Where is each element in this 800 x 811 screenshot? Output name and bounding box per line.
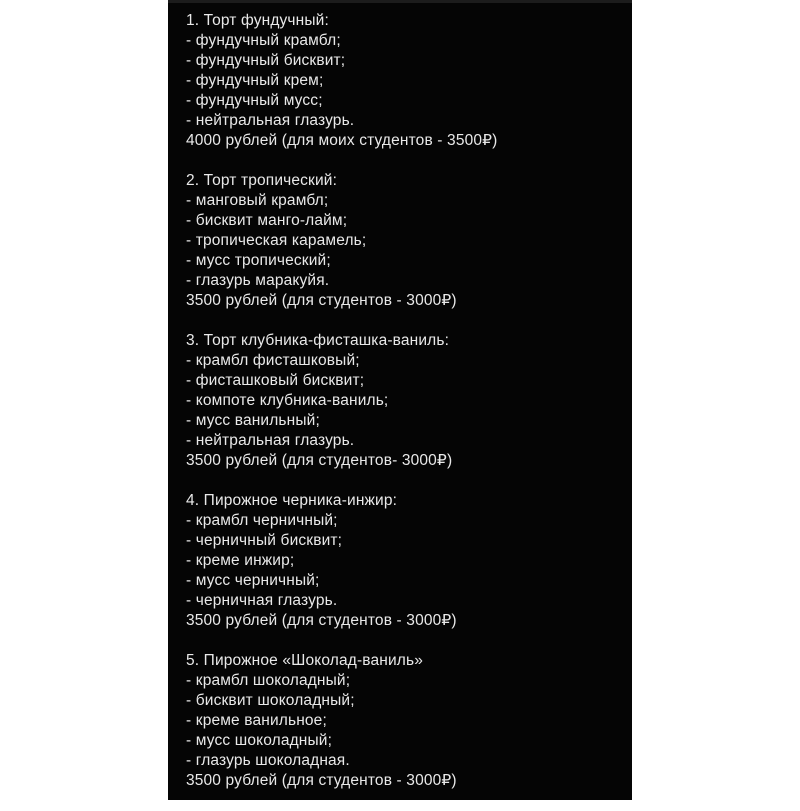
item-component: - фундучный бисквит; — [186, 52, 346, 69]
item-component: - крамбл шоколадный; — [186, 672, 351, 689]
item-title: 1. Торт фундучный: — [186, 12, 329, 29]
item-price: 3500 рублей (для студентов - 3000₽) — [186, 772, 457, 789]
panel-top-edge — [168, 0, 632, 3]
item-component: - мусс тропический; — [186, 252, 331, 269]
menu-item-5 — [186, 651, 622, 791]
item-component: - черничная глазурь. — [186, 592, 338, 609]
item-component: - фисташковый бисквит; — [186, 372, 365, 389]
menu-text — [186, 11, 622, 811]
menu-item-2 — [186, 171, 622, 311]
item-component: - глазурь маракуйя. — [186, 272, 330, 289]
item-component: - креме инжир; — [186, 552, 295, 569]
item-component: - бисквит манго-лайм; — [186, 212, 348, 229]
item-component: - черничный бисквит; — [186, 532, 343, 549]
menu-item-1 — [186, 11, 622, 151]
item-component: - фундучный мусс; — [186, 92, 323, 109]
item-component: - крамбл фисташковый; — [186, 352, 360, 369]
item-title: 4. Пирожное черника-инжир: — [186, 492, 398, 509]
item-component: - фундучный крем; — [186, 72, 324, 89]
menu-item-3 — [186, 331, 622, 471]
item-component: - мусс шоколадный; — [186, 732, 333, 749]
item-price: 3500 рублей (для студентов- 3000₽) — [186, 452, 453, 469]
item-component: - фундучный крамбл; — [186, 32, 341, 49]
item-component: - креме ванильное; — [186, 712, 327, 729]
item-component: - мусс ванильный; — [186, 412, 320, 429]
menu-item-4 — [186, 491, 622, 631]
item-component: - манговый крамбл; — [186, 192, 329, 209]
item-price: 3500 рублей (для студентов - 3000₽) — [186, 292, 457, 309]
item-price: 4000 рублей (для моих студентов - 3500₽) — [186, 132, 498, 149]
item-title: 3. Торт клубника-фисташка-ваниль: — [186, 332, 450, 349]
item-component: - мусс черничный; — [186, 572, 320, 589]
item-component: - бисквит шоколадный; — [186, 692, 355, 709]
item-price: 3500 рублей (для студентов - 3000₽) — [186, 612, 457, 629]
item-component: - компоте клубника-ваниль; — [186, 392, 389, 409]
item-component: - нейтральная глазурь. — [186, 112, 355, 129]
item-title: 5. Пирожное «Шоколад-ваниль» — [186, 652, 423, 669]
item-component: - нейтральная глазурь. — [186, 432, 355, 449]
item-component: - тропическая карамель; — [186, 232, 367, 249]
item-title: 2. Торт тропический: — [186, 172, 338, 189]
note-panel — [168, 0, 632, 800]
item-component: - глазурь шоколадная. — [186, 752, 350, 769]
item-component: - крамбл черничный; — [186, 512, 338, 529]
